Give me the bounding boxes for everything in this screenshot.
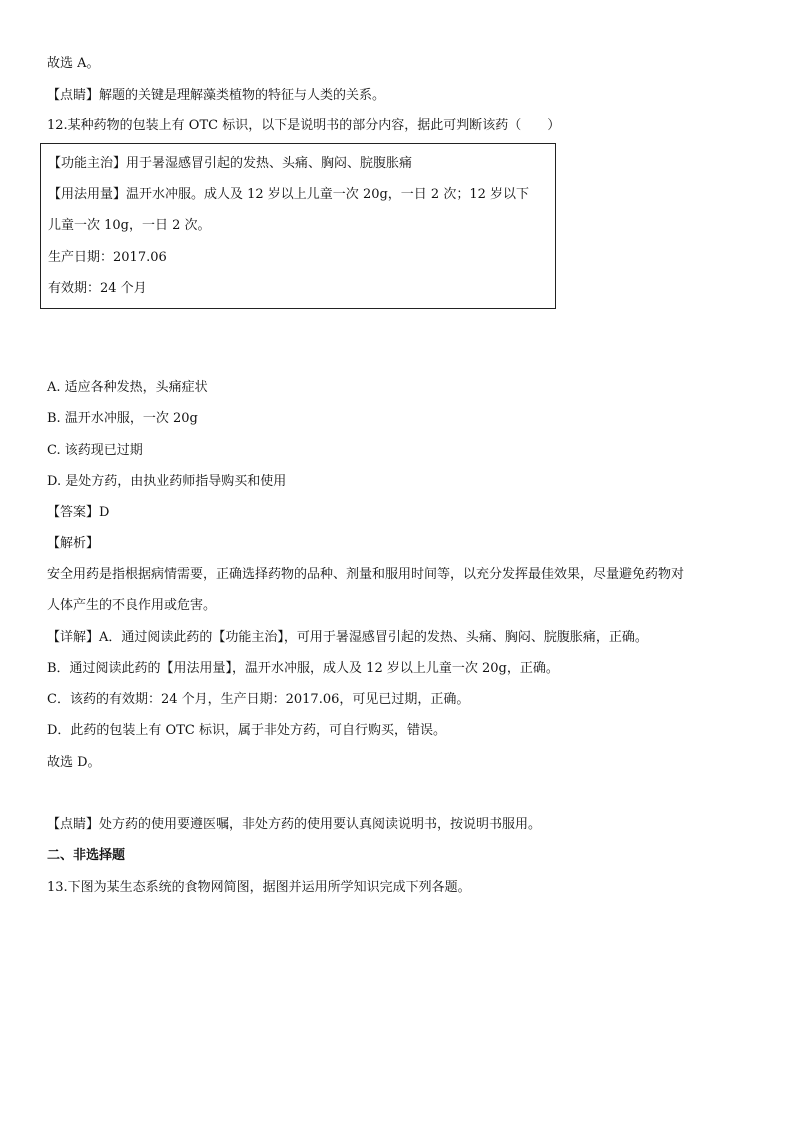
option-c: C. 该药现已过期 [47, 443, 143, 458]
instructions-shelf-life: 有效期：24 个月 [48, 281, 147, 296]
detail-d: D．此药的包装上有 OTC 标识，属于非处方药，可自行购买，错误。 [47, 723, 446, 738]
previous-comment: 【点睛】解题的关键是理解藻类植物的特征与人类的关系。 [47, 88, 386, 103]
analysis-text-2: 人体产生的不良作用或危害。 [47, 598, 217, 613]
analysis-text-1: 安全用药是指根据病情需要，正确选择药物的品种、剂量和服用时间等，以充分发挥最佳效果，尽量避免药物对 [47, 567, 685, 582]
answer: 【答案】D [47, 505, 110, 520]
analysis-heading: 【解析】 [47, 536, 100, 551]
option-a: A. 适应各种发热，头痛症状 [47, 380, 208, 395]
section-heading: 二、非选择题 [47, 848, 126, 863]
option-d: D. 是处方药，由执业药师指导购买和使用 [47, 474, 287, 489]
instructions-dosage-cont: 儿童一次 10g，一日 2 次。 [48, 218, 211, 233]
question-13-stem: 13.下图为某生态系统的食物网简图，据图并运用所学知识完成下列各题。 [47, 880, 471, 895]
instructions-indication: 【功能主治】用于暑湿感冒引起的发热、头痛、胸闷、脘腹胀痛 [48, 156, 413, 171]
medicine-instructions-box [40, 143, 556, 309]
detail-b: B．通过阅读此药的【用法用量】，温开水冲服，成人及 12 岁以上儿童一次 20g，正确。 [47, 661, 559, 676]
conclusion: 故选 D。 [47, 755, 101, 770]
question-12-stem: 12.某种药物的包装上有 OTC 标识，以下是说明书的部分内容，据此可判断该药（ ） [47, 118, 561, 133]
comment: 【点睛】处方药的使用要遵医嘱，非处方药的使用要认真阅读说明书，按说明书服用。 [47, 817, 542, 832]
instructions-dosage: 【用法用量】温开水冲服。成人及 12 岁以上儿童一次 20g，一日 2 次；12 岁以下 [48, 187, 530, 202]
option-b: B. 温开水冲服，一次 20g [47, 411, 198, 426]
instructions-production-date: 生产日期：2017.06 [48, 250, 167, 265]
detail-a: 【详解】A．通过阅读此药的【功能主治】，可用于暑湿感冒引起的发热、头痛、胸闷、脘腹胀痛，正确。 [47, 630, 648, 645]
previous-answer: 故选 A。 [47, 56, 100, 71]
detail-c: C．该药的有效期：24 个月，生产日期：2017.06，可见已过期，正确。 [47, 692, 470, 707]
